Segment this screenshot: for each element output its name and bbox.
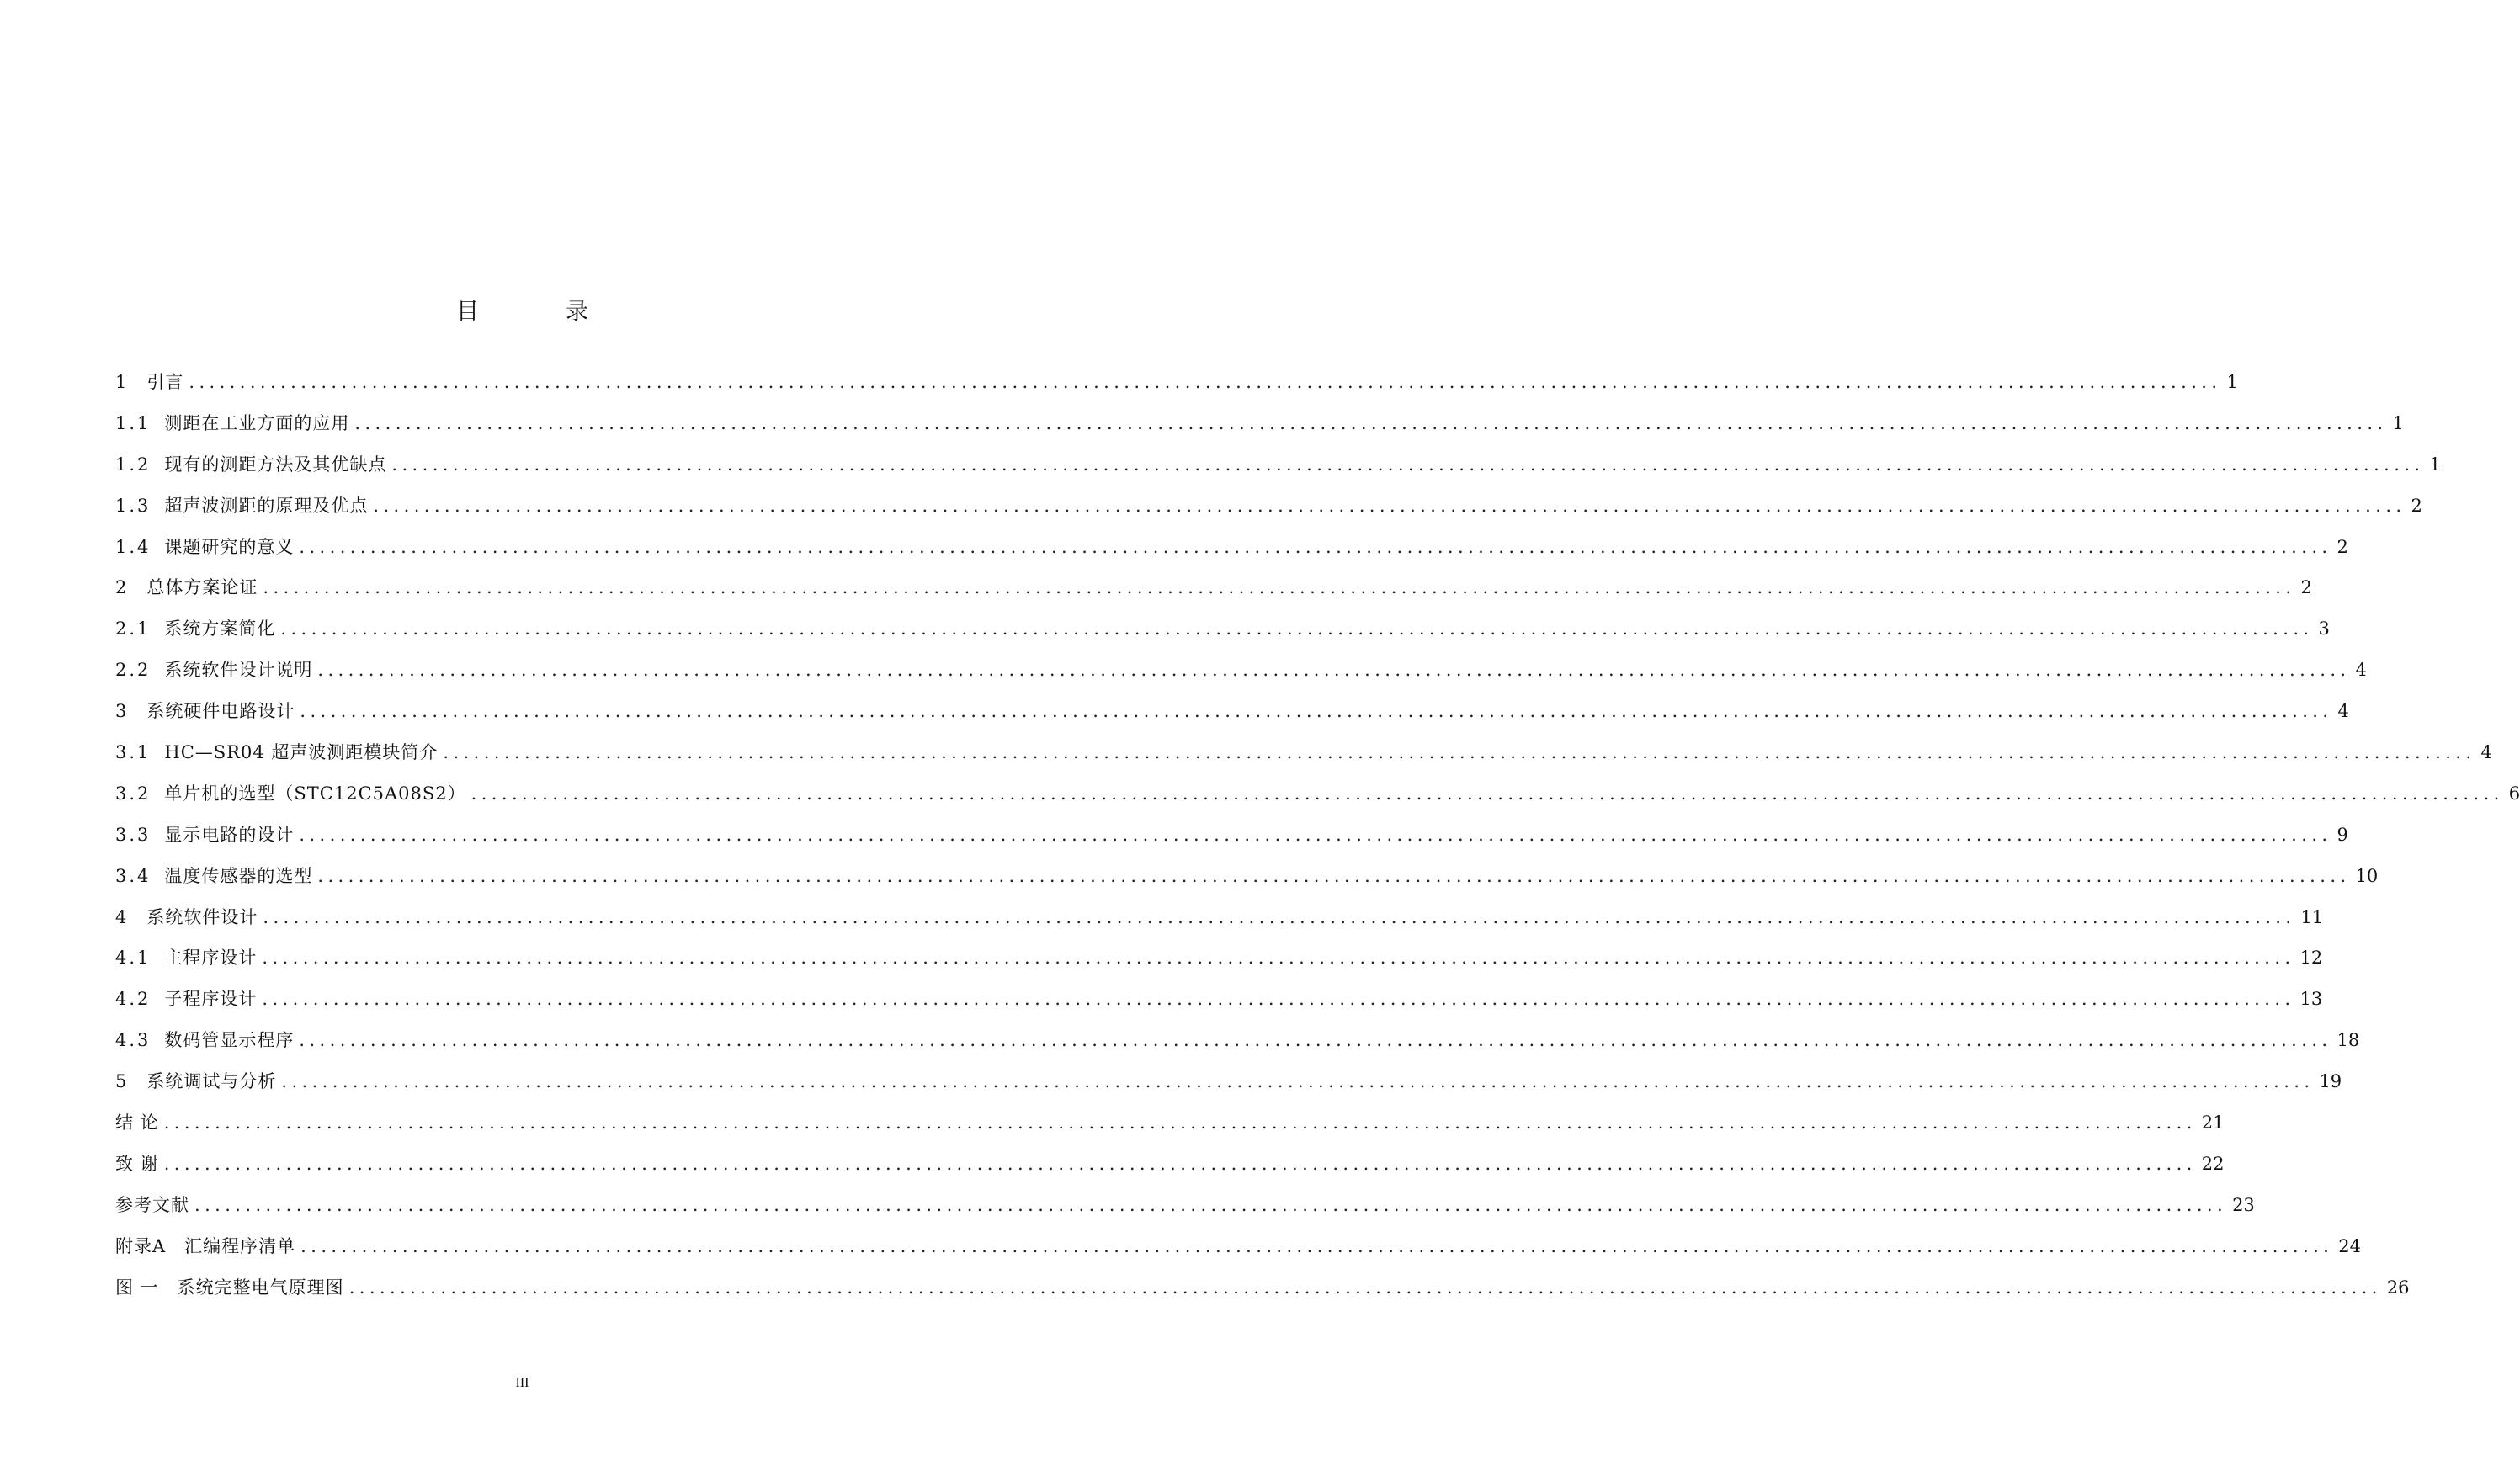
toc-leader-dots: ........................................................................................................................................................................................................ [194,1194,2228,1215]
toc-entry-page: 2 [2300,577,2312,598]
toc-entry-title: 系统方案简化 [164,619,276,640]
toc-entry-number: 3.3 [115,824,152,845]
table-of-contents [115,369,2520,1314]
toc-leader-dots: ........................................................................................................................................................................................................ [189,372,2222,392]
toc-entry-page: 1 [2429,454,2441,475]
toc-entry[interactable] [115,1150,2225,1192]
toc-entry-page: 23 [2232,1194,2255,1215]
toc-leader-dots: ........................................................................................................................................................................................................ [281,1071,2315,1092]
toc-entry-page: 1 [2226,372,2238,392]
toc-entry-title: 温度传感器的选型 [164,865,313,886]
toc-leader-dots: ........................................................................................................................................................................................................ [300,701,2333,722]
toc-leader-dots: ........................................................................................................................................................................................................ [300,1235,2334,1256]
toc-entry-title: 系统调试与分析 [146,1071,277,1092]
toc-entry-title: 单片机的选型（STC12C5A08S2） [164,783,466,804]
toc-entry[interactable] [115,451,2441,492]
toc-entry-number: 1 [115,372,130,392]
toc-entry-page: 12 [2299,948,2323,969]
toc-entry[interactable] [115,985,2323,1027]
toc-leader-dots: ........................................................................................................................................................................................................ [299,824,2332,845]
toc-entry-title: 系统软件设计 [146,906,258,927]
page-number: III [515,1376,529,1390]
toc-entry[interactable] [115,615,2330,656]
toc-leader-dots: ........................................................................................................................................................................................................ [280,619,2314,640]
toc-leader-dots: ........................................................................................................................................................................................................ [443,742,2476,763]
toc-entry-page: 3 [2318,619,2330,640]
toc-leader-dots: ........................................................................................................................................................................................................ [471,783,2504,804]
toc-entry[interactable] [115,944,2323,985]
toc-entry-number: 4 [115,906,130,927]
toc-entry-title: 结 论 [115,1112,159,1134]
toc-entry-number: 3.2 [115,783,152,804]
toc-leader-dots: ........................................................................................................................................................................................................ [263,577,2296,598]
toc-entry-title: 系统软件设计说明 [164,660,313,681]
toc-entry[interactable] [115,574,2312,615]
toc-leader-dots: ........................................................................................................................................................................................................ [348,1277,2382,1298]
toc-entry-title: 子程序设计 [164,989,258,1010]
toc-entry-number: 3.4 [115,865,152,886]
toc-entry-page: 13 [2299,989,2323,1010]
toc-entry[interactable] [115,656,2367,698]
toc-entry[interactable] [115,410,2404,451]
toc-entry-page: 4 [2480,742,2492,763]
toc-entry-title: 附录A 汇编程序清单 [115,1235,296,1256]
toc-leader-dots: ........................................................................................................................................................................................................ [163,1112,2197,1134]
toc-entry-page: 9 [2337,824,2348,845]
toc-entry-title: 测距在工业方面的应用 [164,412,350,433]
toc-leader-dots: ........................................................................................................................................................................................................ [299,536,2332,557]
toc-leader-dots: ........................................................................................................................................................................................................ [373,495,2406,516]
toc-entry[interactable] [115,1068,2342,1109]
toc-entry-title: 系统硬件电路设计 [146,701,295,722]
toc-entry[interactable] [115,492,2422,534]
toc-entry[interactable] [115,863,2379,904]
toc-entry-title: 课题研究的意义 [164,536,295,557]
toc-entry-number: 2.1 [115,619,152,640]
toc-entry-number: 1.3 [115,495,152,516]
toc-entry-title: 现有的测距方法及其优缺点 [164,454,387,475]
toc-entry-page: 21 [2201,1112,2225,1134]
toc-leader-dots: ........................................................................................................................................................................................................ [163,1153,2197,1174]
toc-entry-number: 1.1 [115,412,152,433]
toc-entry-number: 3.1 [115,742,152,763]
toc-entry-number: 3 [115,701,130,722]
toc-entry-title: 数码管显示程序 [164,1030,295,1051]
toc-entry-title: 超声波测距的原理及优点 [164,495,369,516]
toc-leader-dots: ........................................................................................................................................................................................................ [317,865,2351,886]
toc-entry-number: 1.2 [115,454,152,475]
toc-entry-number: 4.3 [115,1030,152,1051]
toc-entry[interactable] [115,698,2349,739]
toc-entry-number: 2.2 [115,660,152,681]
toc-entry-number: 1.4 [115,536,152,557]
toc-entry[interactable] [115,821,2348,863]
toc-entry-number: 2 [115,577,130,598]
toc-entry[interactable] [115,369,2238,410]
toc-entry-title: HC—SR04 超声波测距模块简介 [164,742,439,763]
toc-leader-dots: ........................................................................................................................................................................................................ [262,948,2295,969]
toc-entry-page: 2 [2411,495,2422,516]
page-title: 目 录 [456,299,620,325]
toc-entry-page: 18 [2337,1030,2360,1051]
toc-entry[interactable] [115,1274,2410,1315]
toc-entry[interactable] [115,534,2348,575]
toc-entry-page: 2 [2337,536,2348,557]
toc-entry-page: 4 [2355,660,2367,681]
toc-entry[interactable] [115,1027,2360,1068]
toc-entry-page: 10 [2355,865,2379,886]
toc-entry-page: 4 [2337,701,2349,722]
toc-entry-page: 26 [2386,1277,2410,1298]
toc-entry-page: 11 [2300,906,2324,927]
toc-entry[interactable] [115,1233,2361,1274]
toc-entry-page: 24 [2338,1235,2361,1256]
toc-entry-title: 显示电路的设计 [164,824,295,845]
toc-leader-dots: ........................................................................................................................................................................................................ [262,989,2295,1010]
toc-entry-number: 4.2 [115,989,152,1010]
toc-entry-page: 6 [2508,783,2520,804]
toc-entry-page: 22 [2201,1153,2225,1174]
toc-entry-number: 5 [115,1071,130,1092]
toc-entry[interactable] [115,1192,2255,1233]
toc-entry-page: 1 [2392,412,2404,433]
toc-entry-title: 主程序设计 [164,948,258,969]
toc-entry[interactable] [115,780,2520,821]
toc-entry[interactable] [115,1109,2225,1150]
toc-entry-title: 引言 [146,372,184,392]
toc-entry[interactable] [115,904,2324,945]
toc-entry-title: 参考文献 [115,1194,189,1215]
toc-leader-dots: ........................................................................................................................................................................................................ [317,660,2351,681]
toc-leader-dots: ........................................................................................................................................................................................................ [354,412,2388,433]
toc-entry[interactable] [115,739,2492,780]
toc-leader-dots: ........................................................................................................................................................................................................ [391,454,2425,475]
toc-entry-title: 总体方案论证 [146,577,258,598]
toc-leader-dots: ........................................................................................................................................................................................................ [299,1030,2332,1051]
toc-entry-title: 致 谢 [115,1153,159,1174]
toc-entry-page: 19 [2319,1071,2342,1092]
toc-entry-number: 4.1 [115,948,152,969]
toc-entry-title: 图 一 系统完整电气原理图 [115,1277,344,1298]
toc-leader-dots: ........................................................................................................................................................................................................ [263,906,2296,927]
